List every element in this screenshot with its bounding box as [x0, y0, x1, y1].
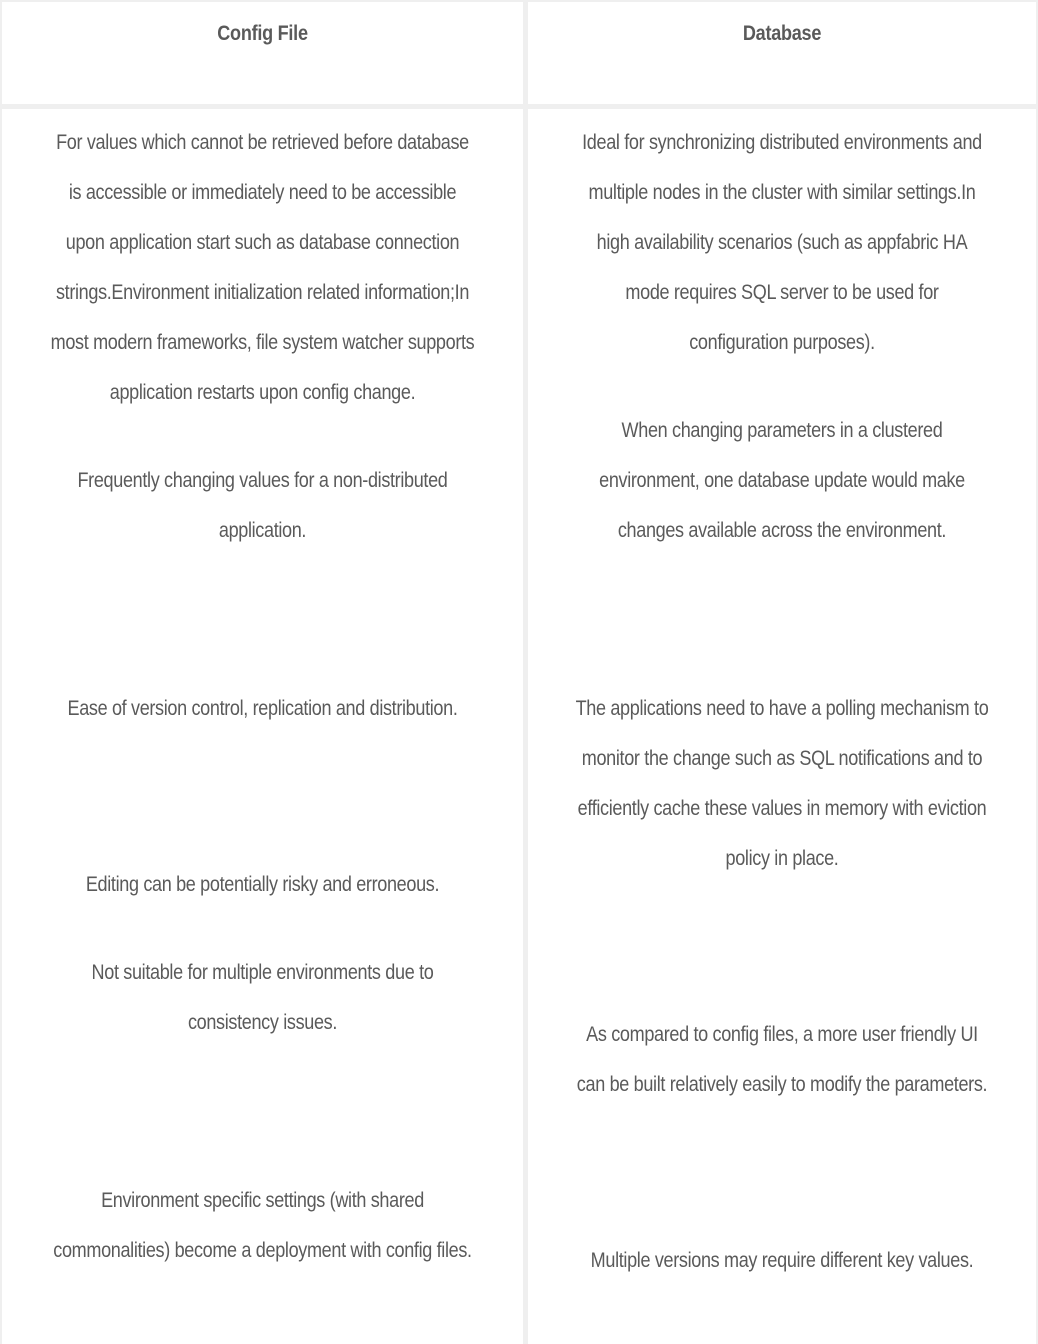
config-file-point — [2, 118, 523, 418]
text-line: policy in place. — [725, 847, 839, 870]
text-line: monitor the change such as SQL notifications and to — [581, 747, 983, 770]
text-line: configuration purposes). — [689, 331, 875, 354]
text-line: upon application start such as database connection — [65, 231, 460, 254]
text-line: Not suitable for multiple environments due to — [91, 961, 434, 984]
text-line: multiple nodes in the cluster with similar settings.In — [588, 181, 976, 204]
database-point — [528, 118, 1036, 368]
text-line: high availability scenarios (such as appfabric HA — [596, 231, 968, 254]
database-point — [528, 684, 1036, 884]
text-line: consistency issues. — [187, 1011, 338, 1034]
text-line: application restarts upon config change. — [109, 381, 416, 404]
text-line: is accessible or immediately need to be accessible — [68, 181, 457, 204]
config-file-point — [2, 456, 523, 556]
column-header-database: Database — [742, 22, 822, 45]
text-line: mode requires SQL server to be used for — [625, 281, 939, 304]
text-line: The applications need to have a polling mechanism to — [575, 697, 989, 720]
text-line: most modern frameworks, file system watcher supports — [50, 331, 475, 354]
config-file-column — [2, 109, 523, 1344]
database-point — [528, 1010, 1036, 1110]
text-line: environment, one database update would make — [599, 469, 965, 492]
text-line: When changing parameters in a clustered — [621, 419, 943, 442]
text-line: commonalities) become a deployment with config files. — [53, 1239, 472, 1262]
config-file-point — [2, 860, 523, 910]
config-file-point — [2, 948, 523, 1048]
text-line: can be built relatively easily to modify the parameters. — [576, 1073, 988, 1096]
column-header-config-file: Config File — [217, 22, 308, 45]
config-file-point — [2, 1176, 523, 1276]
text-line: Ideal for synchronizing distributed environments and — [582, 131, 982, 154]
text-line: Ease of version control, replication and distribution. — [67, 697, 458, 720]
text-line: Frequently changing values for a non-distributed — [77, 469, 448, 492]
text-line: For values which cannot be retrieved before database — [56, 131, 469, 154]
database-point — [528, 406, 1036, 556]
config-file-point — [2, 684, 523, 734]
text-line: As compared to config files, a more user friendly UI — [586, 1023, 978, 1046]
text-line: Environment specific settings (with shared — [101, 1189, 424, 1212]
text-line: Multiple versions may require different key values. — [590, 1249, 974, 1272]
text-line: efficiently cache these values in memory with eviction — [577, 797, 987, 820]
text-line: changes available across the environment. — [617, 519, 947, 542]
text-line: application. — [218, 519, 307, 542]
header-cell-database — [528, 2, 1036, 104]
database-point — [528, 1236, 1036, 1286]
text-line: strings.Environment initialization related information;In — [55, 281, 470, 304]
header-cell-config-file — [2, 2, 523, 104]
text-line: Editing can be potentially risky and erroneous. — [85, 873, 440, 896]
database-column — [528, 109, 1036, 1344]
